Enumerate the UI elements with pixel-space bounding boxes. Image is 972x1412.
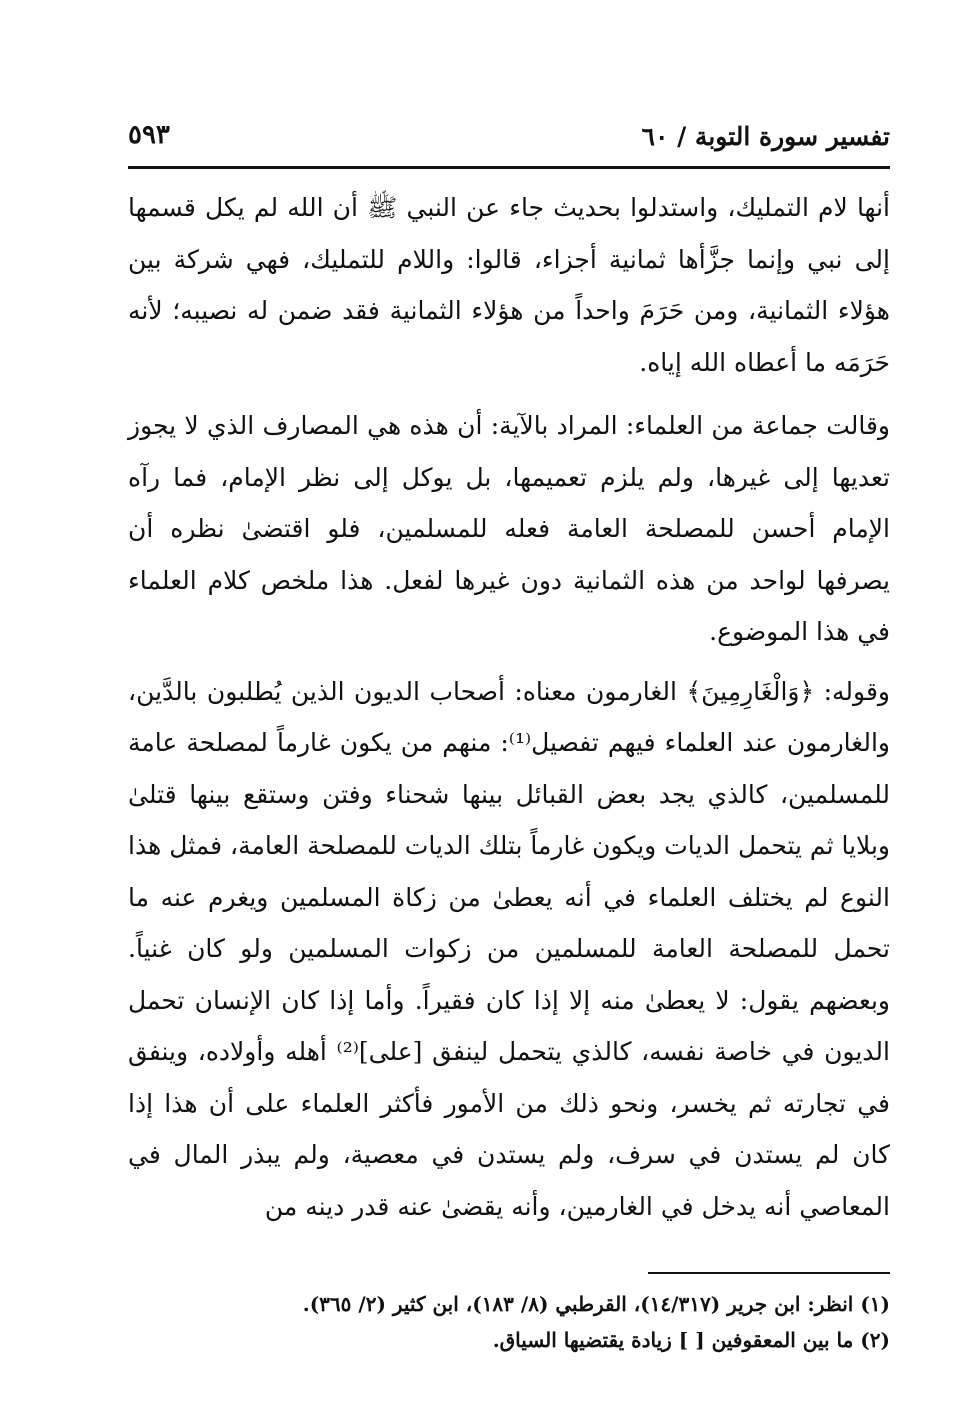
paragraph: وقالت جماعة من العلماء: المراد بالآية: أن هذه هي المصارف الذي لا يجوز تعديها إلى غيرها، ولم يلزم تعميمها، بل يوكل إلى نظر الإمام، فما رآه الإمام أحسن للمصلحة العامة فعله للمسلمين، فلو اقتضىٰ نظره أن يصرفها لواحد من هذه الثمانية دون غيرها لفعل. هذا ملخص كلام العلماء في هذا الموضوع. xyxy=(128,411,890,646)
page-number: ٥٩٣ xyxy=(128,120,170,150)
footnote: (١) انظر: ابن جرير (١٤/٣١٧)، القرطبي (٨/ ١٨٣)، ابن كثير (٢/ ٣٦٥). xyxy=(302,1292,890,1316)
page-header xyxy=(128,116,890,166)
main-text xyxy=(128,182,890,1232)
paragraph: وقوله: ﴿وَالْغَارِمِينَ﴾ الغارمون معناه: أصحاب الديون الذين يُطلبون بالدَّين، والغارمون عند العلماء فيهم تفصيل⁽¹⁾: منهم من يكون غارماً لمصلحة عامة للمسلمين، كالذي يجد بعض القبائل بينها شحناء وفتن وستقع بينها قتلىٰ وبلايا ثم يتحمل الديات ويكون غارماً بتلك الديات للمصلحة العامة، فمثل هذا النوع لم يختلف العلماء في أنه يعطىٰ من زكاة المسلمين ويغرم عنه ما تحمل للمصلحة العامة للمسلمين من زكوات المسلمين ولو كان غنياً. وبعضهم يقول: لا يعطىٰ منه إلا إذا كان فقيراً. وأما إذا كان الإنسان تحمل الديون في خاصة نفسه، كالذي يتحمل لينفق [على]⁽²⁾ أهله وأولاده، وينفق في تجارته ثم يخسر، ونحو ذلك من الأمور فأكثر العلماء على أن هذا إذا كان لم يستدن في سرف، ولم يستدن في معصية، ولم يبذر المال في المعاصي أنه يدخل في الغارمين، وأنه يقضىٰ عنه قدر دينه من xyxy=(128,676,890,1221)
footnote: (٢) ما بين المعقوفين [ ] زيادة يقتضيها السياق. xyxy=(492,1328,890,1352)
header-divider xyxy=(128,166,890,169)
footnotes xyxy=(128,1286,890,1358)
paragraph: أنها لام التمليك، واستدلوا بحديث جاء عن النبي ﷺ أن الله لم يكل قسمها إلى نبي وإنما جزَّأها ثمانية أجزاء، قالوا: واللام للتمليك، فهي شركة بين هؤلاء الثمانية، ومن حَرَمَ واحداً من هؤلاء الثمانية فقد ضمن له نصيبه؛ لأنه حَرَمَه ما أعطاه الله إياه. xyxy=(128,193,890,377)
running-title: تفسير سورة التوبة / ٦٠ xyxy=(641,122,890,151)
footnote-divider xyxy=(648,1272,890,1274)
